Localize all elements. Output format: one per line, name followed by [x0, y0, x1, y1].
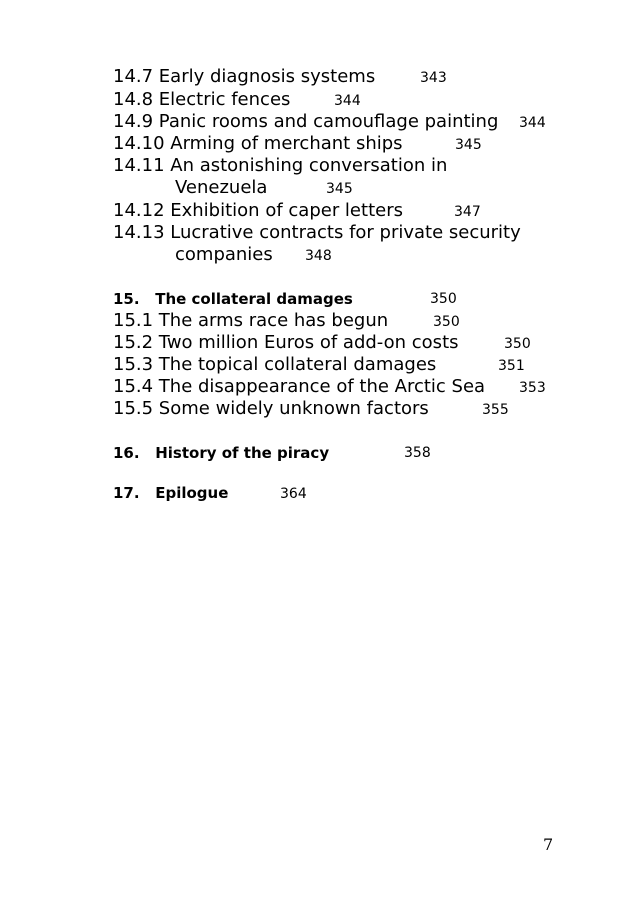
toc-page-15-1: 350 — [433, 314, 460, 330]
toc-entry-15-2: 15.2 Two million Euros of add-on costs — [113, 332, 459, 353]
toc-page-15-3: 351 — [498, 358, 525, 374]
page-number: 7 — [543, 835, 554, 854]
toc-entry-14-11: 14.11 An astonishing conversation in — [113, 155, 448, 176]
toc-page-14-9: 344 — [519, 115, 546, 131]
toc-page-14-7: 343 — [420, 70, 447, 86]
toc-page-chapter-15: 350 — [430, 291, 457, 307]
toc-page-14-12: 347 — [454, 204, 481, 220]
toc-page-14-10: 345 — [455, 137, 482, 153]
toc-page-14-13: 348 — [305, 248, 332, 264]
toc-page-15-5: 355 — [482, 402, 509, 418]
toc-entry-14-11-cont: Venezuela — [175, 177, 268, 198]
toc-entry-14-13-cont: companies — [175, 244, 273, 265]
toc-page-15-4: 353 — [519, 380, 546, 396]
toc-entry-15-5: 15.5 Some widely unknown factors — [113, 398, 429, 419]
toc-page-15-2: 350 — [504, 336, 531, 352]
toc-chapter-16: 16. History of the piracy — [113, 444, 330, 462]
toc-entry-14-10: 14.10 Arming of merchant ships — [113, 133, 403, 154]
toc-entry-14-7: 14.7 Early diagnosis systems — [113, 66, 376, 87]
toc-entry-15-3: 15.3 The topical collateral damages — [113, 354, 437, 375]
toc-entry-14-8: 14.8 Electric fences — [113, 89, 291, 110]
toc-entry-14-13: 14.13 Lucrative contracts for private security — [113, 222, 521, 243]
toc-entry-15-4: 15.4 The disappearance of the Arctic Sea — [113, 376, 486, 397]
toc-entry-14-12: 14.12 Exhibition of caper letters — [113, 200, 403, 221]
toc-page-chapter-17: 364 — [280, 486, 307, 502]
toc-entry-14-9: 14.9 Panic rooms and camouflage painting — [113, 111, 499, 132]
toc-page-14-11: 345 — [326, 181, 353, 197]
toc-page-14-8: 344 — [334, 93, 361, 109]
toc-chapter-15: 15. The collateral damages — [113, 290, 353, 308]
toc-page-chapter-16: 358 — [404, 445, 431, 461]
toc-entry-15-1: 15.1 The arms race has begun — [113, 310, 389, 331]
toc-chapter-17: 17. Epilogue — [113, 484, 229, 502]
